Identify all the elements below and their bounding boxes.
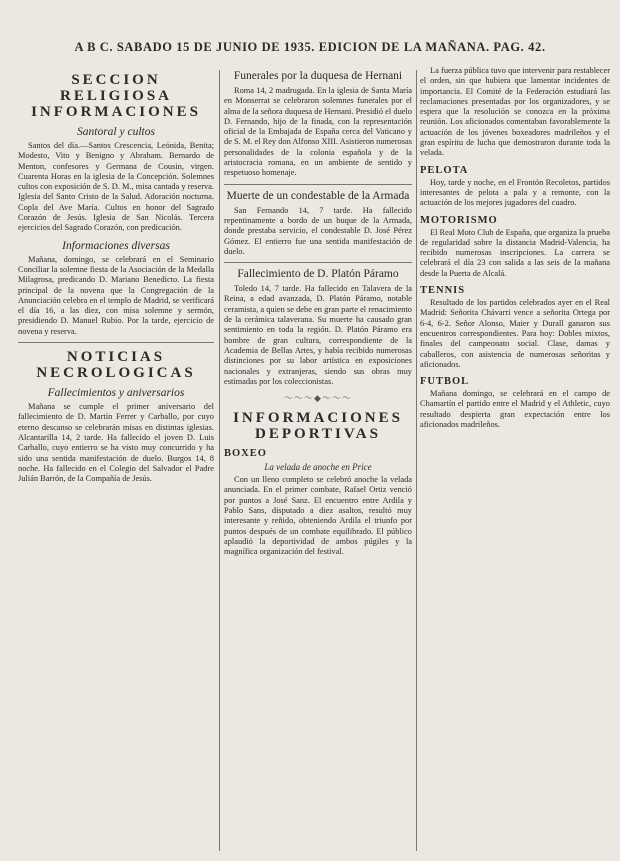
column-1 xyxy=(18,66,214,855)
article-fallecimientos: Mañana se cumple el primer aniversario del fallecimiento de D. Martín Ferrer y Carballo, por cuyo eterno descanso se celebrarán misas en distintas iglesias. Alcantarilla 14, 2 tarde. Ha fallecido el joven D. Luis Carballo, cuyo entierro se ha visto muy concurrido y ha sido una sentida manifestación de duelo. Burgos 14, 8 noche. Ha fallecido en el Colegio del Salvador el Padre Julián Barrón, de la Compañía de Jesús. xyxy=(18,402,214,484)
article-condestable: San Fernando 14, 7 tarde. Ha fallecido repentinamente a bordo de un buque de la Armada, donde prestaba servicio, el condestable D. José Pérez Gómez. El entierro fue una sentida manifestación de duelo. xyxy=(224,205,412,256)
section-title-necrologicas: NOTICIAS NECROLOGICAS xyxy=(36,349,196,382)
tag-pelota: PELOTA xyxy=(420,164,469,176)
tag-tennis: TENNIS xyxy=(420,285,466,297)
subheading-santoral: Santoral y cultos xyxy=(77,126,155,138)
article-motorismo: El Real Moto Club de España, que organiza la prueba de regularidad sobre la distancia Madrid-Valencia, ha recibido numerosas inscripciones. La carrera se celebrará el día 23 con salida a las seis de la mañana desde la Puerta de Alcalá. xyxy=(420,227,610,278)
article-diversas: Mañana, domingo, se celebrará en el Seminario Conciliar la solemne fiesta de la Asociación de la Medalla Milagrosa, predicando D. Mariano Benedicto. La fiesta principal de la novena que la Congregación de la Anunciación celebra en el templo de Madrid, se verificará el día 16, a las diez, con misa solemne y sermón, presidiendo D. Manuel Rubio. Por la tarde, ejercicio de novena y reserva. xyxy=(18,254,214,336)
tag-futbol: FUTBOL xyxy=(420,376,470,388)
divider xyxy=(224,262,412,263)
subheading-fallecimientos: Fallecimientos y aniversarios xyxy=(47,387,185,400)
tag-motorismo: MOTORISMO xyxy=(420,214,498,226)
column-2 xyxy=(224,66,412,855)
article-santoral: Santos del día.—Santos Crescencia, Leónida, Benita; Modesto, Vito y Benigno y Abraham. Bernardo de Menton, confesores y Germana de Cousin, virgen. Cuarenta Horas en la iglesia de la Concepción. Solemnes cultos con exposición de S. D. M., misa cantada y reserva. Iglesia del Santo Cristo de la Salud. Adoración nocturna. Copla del Ave María. Cultos en honor del Sagrado Corazón de Jesús. Iglesia de San Nicolás. Tercera ejercicios del Sagrado Corazón, con predicación. xyxy=(18,141,214,233)
article-velada: Con un lleno completo se celebró anoche la velada anunciada. En el primer combate, Rafael Ortiz venció por puntos a José Sanz. El encuentro entre Ardila y Pablo Sans, disputado a diez asaltos, resultó muy interesante y reñido, obteniendo Ardila el triunfo por puntos después de un combate equilibrado. El público aplaudió la deportividad de ambos púgiles y la magnífica organización del festival. xyxy=(224,475,412,557)
subheading-diversas: Informaciones diversas xyxy=(62,239,170,252)
headline-funerales: Funerales por la duquesa de Hernani xyxy=(233,70,403,82)
section-title-deportivas: INFORMACIONES DEPORTIVAS xyxy=(233,410,403,443)
masthead: A B C. SABADO 15 DE JUNIO DE 1935. EDICION DE LA MAÑANA. PAG. 42. xyxy=(74,40,546,54)
article-pelota: Hoy, tarde y noche, en el Frontón Recoletos, partidos interesantes de pelota a pala y a remonte, con la actuación de los mejores jugadores del cuadro. xyxy=(420,177,610,208)
divider xyxy=(224,184,412,185)
column-rule-2 xyxy=(416,70,417,851)
headline-platon: Fallecimiento de D. Platón Páramo xyxy=(237,268,399,281)
column-3 xyxy=(420,66,610,855)
subheading-velada: La velada de anoche en Price xyxy=(264,462,372,473)
article-continuation: La fuerza pública tuvo que intervenir para restablecer el orden, sin que hubiera que lamentar incidentes de importancia. El Comité de la Federación estudiará las reclamaciones presentadas por los organizadores, y se espera que la resolución se conozca en la próxima reunión. Los aficionados comentaban favorablemente la actuación de los jóvenes boxeadores madrileños y el gran espíritu de lucha que demostraron durante toda la velada. xyxy=(420,66,610,158)
article-tennis: Resultado de los partidos celebrados ayer en el Real Madrid: Señorita Chávarri vence a señorita Ortega por 6-4, 6-2. Señor Alonso, Maier y Durall ganaron sus encuentros correspondientes. Para hoy: Dobles mixtos, finales del campeonato social. Clase, damas y caballeros, con asistencia de numerosas señoritas y aficionados. xyxy=(420,298,610,369)
article-futbol: Mañana domingo, se celebrará en el campo de Chamartín el partido entre el Madrid y el Athletic, cuyo resultado despierta gran expectación entre los aficionados madrileños. xyxy=(420,389,610,430)
divider xyxy=(18,342,214,343)
article-funerales: Roma 14, 2 madrugada. En la iglesia de Santa María en Monserrat se celebraron solemnes funerales por el alma de la señora duquesa de Hernani. Presidió el duelo D. Fernando, hijo de la finada, con la representación oficial de la Embajada de España cerca del Vaticano y de S. M. el Rey don Alfonso XIII. Asistieron numerosas personalidades de la colonia española y de la aristocracia romana, en un ambiente de sentido y respetuoso homenaje. xyxy=(224,86,412,178)
column-rule-1 xyxy=(219,70,220,851)
ornament-divider: 〜〜〜◆〜〜〜 xyxy=(284,393,352,404)
section-title-religiosa: SECCION RELIGIOSA INFORMACIONES xyxy=(31,72,201,120)
tag-boxeo: BOXEO xyxy=(224,448,267,460)
article-platon: Toledo 14, 7 tarde. Ha fallecido en Talavera de la Reina, a edad avanzada, D. Platón Páramo, notable ceramista, a quien se debe en gran parte el renacimiento de la cerámica talaverana. Su muerte ha causado gran sentimiento en toda la región. D. Platón Páramo era hombre de gran cultura, correspondiente de la Academia de Bellas Artes, y había recibido numerosas distinciones por su labor artística en exposiciones nacionales y extranjeras, siendo sus obras muy estimadas por los coleccionistas. xyxy=(224,284,412,386)
headline-condestable: Muerte de un condestable de la Armada xyxy=(226,189,410,202)
